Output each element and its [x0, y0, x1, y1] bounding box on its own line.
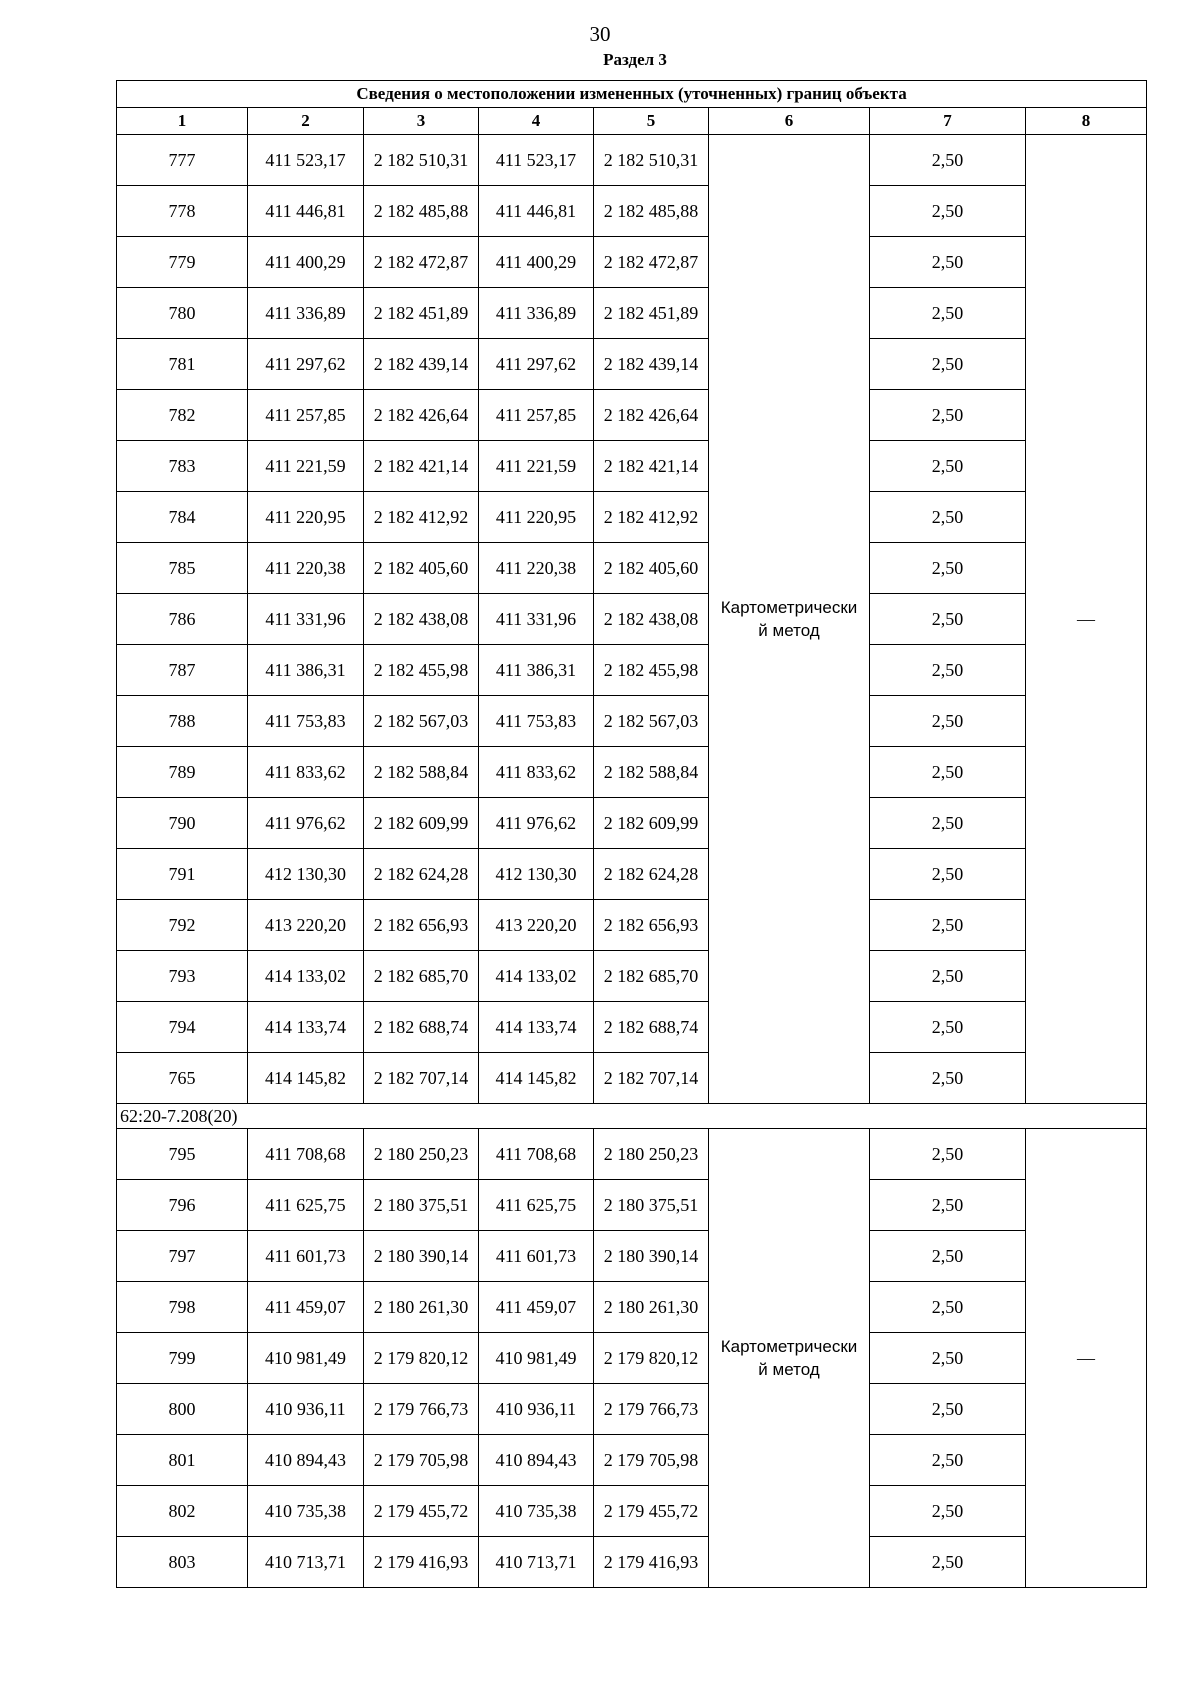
- column-header-6: 6: [709, 108, 870, 135]
- table-row: [117, 1180, 1147, 1231]
- accuracy-cell: 2,50: [870, 1180, 1026, 1231]
- column-header-4: 4: [479, 108, 594, 135]
- point-number-cell: 791: [117, 849, 248, 900]
- point-number-cell: 797: [117, 1231, 248, 1282]
- y-existing-cell: 2 182 439,14: [364, 339, 479, 390]
- y-new-cell: 2 182 439,14: [594, 339, 709, 390]
- x-new-cell: 411 386,31: [479, 645, 594, 696]
- note-cell: —: [1026, 135, 1147, 1104]
- y-new-cell: 2 182 656,93: [594, 900, 709, 951]
- x-new-cell: 411 257,85: [479, 390, 594, 441]
- x-existing-cell: 410 713,71: [248, 1537, 364, 1588]
- table-row: [117, 798, 1147, 849]
- table-row: [117, 849, 1147, 900]
- table-row: [117, 1231, 1147, 1282]
- point-number-cell: 782: [117, 390, 248, 441]
- y-existing-cell: 2 179 766,73: [364, 1384, 479, 1435]
- y-existing-cell: 2 182 685,70: [364, 951, 479, 1002]
- y-new-cell: 2 182 421,14: [594, 441, 709, 492]
- table-row: [117, 747, 1147, 798]
- point-number-cell: 785: [117, 543, 248, 594]
- y-existing-cell: 2 182 588,84: [364, 747, 479, 798]
- table-row: [117, 339, 1147, 390]
- table-row: [117, 1053, 1147, 1104]
- point-number-cell: 790: [117, 798, 248, 849]
- accuracy-cell: 2,50: [870, 1333, 1026, 1384]
- table-title: Сведения о местоположении измененных (уточненных) границ объекта: [117, 81, 1147, 108]
- table-row: [117, 543, 1147, 594]
- x-existing-cell: 410 936,11: [248, 1384, 364, 1435]
- column-header-2: 2: [248, 108, 364, 135]
- y-existing-cell: 2 180 250,23: [364, 1129, 479, 1180]
- column-header-5: 5: [594, 108, 709, 135]
- accuracy-cell: 2,50: [870, 1384, 1026, 1435]
- table-row: [117, 441, 1147, 492]
- x-new-cell: 411 220,38: [479, 543, 594, 594]
- point-number-cell: 786: [117, 594, 248, 645]
- x-new-cell: 411 976,62: [479, 798, 594, 849]
- table-row: [117, 1486, 1147, 1537]
- point-number-cell: 792: [117, 900, 248, 951]
- y-existing-cell: 2 182 656,93: [364, 900, 479, 951]
- x-existing-cell: 411 625,75: [248, 1180, 364, 1231]
- table-row: [117, 900, 1147, 951]
- x-new-cell: 410 894,43: [479, 1435, 594, 1486]
- point-number-cell: 783: [117, 441, 248, 492]
- table-row: [117, 951, 1147, 1002]
- point-number-cell: 788: [117, 696, 248, 747]
- x-existing-cell: 411 976,62: [248, 798, 364, 849]
- point-number-cell: 789: [117, 747, 248, 798]
- group-label: 62:20-7.208(20): [117, 1104, 1147, 1129]
- y-new-cell: 2 179 416,93: [594, 1537, 709, 1588]
- point-number-cell: 781: [117, 339, 248, 390]
- y-new-cell: 2 182 485,88: [594, 186, 709, 237]
- x-new-cell: 411 625,75: [479, 1180, 594, 1231]
- x-new-cell: 411 331,96: [479, 594, 594, 645]
- x-existing-cell: 412 130,30: [248, 849, 364, 900]
- point-number-cell: 793: [117, 951, 248, 1002]
- y-new-cell: 2 180 375,51: [594, 1180, 709, 1231]
- x-existing-cell: 410 735,38: [248, 1486, 364, 1537]
- y-new-cell: 2 179 766,73: [594, 1384, 709, 1435]
- y-existing-cell: 2 182 412,92: [364, 492, 479, 543]
- y-new-cell: 2 182 688,74: [594, 1002, 709, 1053]
- y-existing-cell: 2 179 416,93: [364, 1537, 479, 1588]
- y-existing-cell: 2 182 455,98: [364, 645, 479, 696]
- x-existing-cell: 411 297,62: [248, 339, 364, 390]
- x-existing-cell: 411 601,73: [248, 1231, 364, 1282]
- table-body: [117, 81, 1147, 1588]
- y-existing-cell: 2 182 405,60: [364, 543, 479, 594]
- table-row: [117, 594, 1147, 645]
- y-existing-cell: 2 182 485,88: [364, 186, 479, 237]
- y-existing-cell: 2 182 624,28: [364, 849, 479, 900]
- x-new-cell: 413 220,20: [479, 900, 594, 951]
- x-new-cell: 411 753,83: [479, 696, 594, 747]
- x-existing-cell: 414 133,02: [248, 951, 364, 1002]
- table-row: [117, 237, 1147, 288]
- point-number-cell: 798: [117, 1282, 248, 1333]
- y-new-cell: 2 182 472,87: [594, 237, 709, 288]
- x-existing-cell: 413 220,20: [248, 900, 364, 951]
- x-new-cell: 414 133,74: [479, 1002, 594, 1053]
- y-existing-cell: 2 182 510,31: [364, 135, 479, 186]
- accuracy-cell: 2,50: [870, 441, 1026, 492]
- table-row: [117, 288, 1147, 339]
- note-cell: —: [1026, 1129, 1147, 1588]
- x-new-cell: 412 130,30: [479, 849, 594, 900]
- x-existing-cell: 411 708,68: [248, 1129, 364, 1180]
- table-row: [117, 1002, 1147, 1053]
- y-new-cell: 2 179 455,72: [594, 1486, 709, 1537]
- x-new-cell: 414 133,02: [479, 951, 594, 1002]
- table-row: [117, 696, 1147, 747]
- y-new-cell: 2 182 707,14: [594, 1053, 709, 1104]
- accuracy-cell: 2,50: [870, 186, 1026, 237]
- column-header-7: 7: [870, 108, 1026, 135]
- accuracy-cell: 2,50: [870, 1486, 1026, 1537]
- y-existing-cell: 2 182 567,03: [364, 696, 479, 747]
- y-existing-cell: 2 179 820,12: [364, 1333, 479, 1384]
- point-number-cell: 801: [117, 1435, 248, 1486]
- x-existing-cell: 411 386,31: [248, 645, 364, 696]
- y-existing-cell: 2 182 472,87: [364, 237, 479, 288]
- accuracy-cell: 2,50: [870, 135, 1026, 186]
- method-text-line-1: Картометрически: [720, 1337, 858, 1356]
- y-new-cell: 2 182 685,70: [594, 951, 709, 1002]
- x-existing-cell: 411 331,96: [248, 594, 364, 645]
- y-existing-cell: 2 180 261,30: [364, 1282, 479, 1333]
- point-number-cell: 800: [117, 1384, 248, 1435]
- x-new-cell: 411 523,17: [479, 135, 594, 186]
- y-new-cell: 2 182 455,98: [594, 645, 709, 696]
- x-new-cell: 411 297,62: [479, 339, 594, 390]
- x-new-cell: 411 336,89: [479, 288, 594, 339]
- x-existing-cell: 414 145,82: [248, 1053, 364, 1104]
- y-new-cell: 2 182 588,84: [594, 747, 709, 798]
- y-new-cell: 2 182 438,08: [594, 594, 709, 645]
- y-new-cell: 2 180 390,14: [594, 1231, 709, 1282]
- table-row: [117, 645, 1147, 696]
- x-existing-cell: 411 459,07: [248, 1282, 364, 1333]
- accuracy-cell: 2,50: [870, 900, 1026, 951]
- point-number-cell: 777: [117, 135, 248, 186]
- x-existing-cell: 411 220,38: [248, 543, 364, 594]
- y-existing-cell: 2 179 705,98: [364, 1435, 479, 1486]
- table-row: [117, 1537, 1147, 1588]
- determination-method-cell: [709, 1129, 870, 1588]
- column-header-8: 8: [1026, 108, 1147, 135]
- y-existing-cell: 2 182 688,74: [364, 1002, 479, 1053]
- x-existing-cell: 411 220,95: [248, 492, 364, 543]
- x-new-cell: 411 833,62: [479, 747, 594, 798]
- x-new-cell: 411 220,95: [479, 492, 594, 543]
- accuracy-cell: 2,50: [870, 1231, 1026, 1282]
- accuracy-cell: 2,50: [870, 390, 1026, 441]
- section-title: Раздел 3: [603, 50, 667, 69]
- group-label-row: [117, 1104, 1147, 1129]
- x-new-cell: 410 735,38: [479, 1486, 594, 1537]
- x-existing-cell: 411 753,83: [248, 696, 364, 747]
- table-row: [117, 1333, 1147, 1384]
- x-new-cell: 410 981,49: [479, 1333, 594, 1384]
- y-existing-cell: 2 180 390,14: [364, 1231, 479, 1282]
- y-new-cell: 2 182 426,64: [594, 390, 709, 441]
- x-new-cell: 411 221,59: [479, 441, 594, 492]
- y-new-cell: 2 182 451,89: [594, 288, 709, 339]
- table-title-row: [117, 81, 1147, 108]
- x-new-cell: 410 936,11: [479, 1384, 594, 1435]
- page-number: 30: [589, 22, 611, 46]
- y-new-cell: 2 182 567,03: [594, 696, 709, 747]
- x-new-cell: 411 446,81: [479, 186, 594, 237]
- point-number-cell: 779: [117, 237, 248, 288]
- accuracy-cell: 2,50: [870, 696, 1026, 747]
- y-new-cell: 2 180 250,23: [594, 1129, 709, 1180]
- x-existing-cell: 411 400,29: [248, 237, 364, 288]
- accuracy-cell: 2,50: [870, 492, 1026, 543]
- point-number-cell: 780: [117, 288, 248, 339]
- y-new-cell: 2 182 624,28: [594, 849, 709, 900]
- y-existing-cell: 2 179 455,72: [364, 1486, 479, 1537]
- accuracy-cell: 2,50: [870, 594, 1026, 645]
- point-number-cell: 802: [117, 1486, 248, 1537]
- y-new-cell: 2 182 609,99: [594, 798, 709, 849]
- point-number-cell: 778: [117, 186, 248, 237]
- table-row: [117, 135, 1147, 186]
- accuracy-cell: 2,50: [870, 747, 1026, 798]
- accuracy-cell: 2,50: [870, 288, 1026, 339]
- x-new-cell: 411 708,68: [479, 1129, 594, 1180]
- accuracy-cell: 2,50: [870, 1435, 1026, 1486]
- column-header-1: 1: [117, 108, 248, 135]
- y-new-cell: 2 182 412,92: [594, 492, 709, 543]
- point-number-cell: 795: [117, 1129, 248, 1180]
- accuracy-cell: 2,50: [870, 1282, 1026, 1333]
- boundary-coordinates-table: [116, 80, 1147, 1588]
- y-existing-cell: 2 182 438,08: [364, 594, 479, 645]
- x-new-cell: 410 713,71: [479, 1537, 594, 1588]
- table-row: [117, 186, 1147, 237]
- table-row: [117, 1435, 1147, 1486]
- accuracy-cell: 2,50: [870, 1002, 1026, 1053]
- table-row: [117, 492, 1147, 543]
- point-number-cell: 787: [117, 645, 248, 696]
- point-number-cell: 784: [117, 492, 248, 543]
- method-text-line-1: Картометрически: [720, 598, 858, 617]
- point-number-cell: 803: [117, 1537, 248, 1588]
- y-existing-cell: 2 182 421,14: [364, 441, 479, 492]
- point-number-cell: 765: [117, 1053, 248, 1104]
- x-existing-cell: 410 894,43: [248, 1435, 364, 1486]
- x-existing-cell: 411 523,17: [248, 135, 364, 186]
- accuracy-cell: 2,50: [870, 1537, 1026, 1588]
- x-existing-cell: 414 133,74: [248, 1002, 364, 1053]
- table-row: [117, 1384, 1147, 1435]
- method-text-line-2: й метод: [758, 1360, 820, 1379]
- accuracy-cell: 2,50: [870, 645, 1026, 696]
- point-number-cell: 799: [117, 1333, 248, 1384]
- y-existing-cell: 2 180 375,51: [364, 1180, 479, 1231]
- y-existing-cell: 2 182 451,89: [364, 288, 479, 339]
- x-existing-cell: 411 221,59: [248, 441, 364, 492]
- accuracy-cell: 2,50: [870, 339, 1026, 390]
- x-existing-cell: 411 336,89: [248, 288, 364, 339]
- accuracy-cell: 2,50: [870, 951, 1026, 1002]
- y-existing-cell: 2 182 609,99: [364, 798, 479, 849]
- column-header-row: [117, 108, 1147, 135]
- accuracy-cell: 2,50: [870, 237, 1026, 288]
- y-new-cell: 2 180 261,30: [594, 1282, 709, 1333]
- method-text-line-2: й метод: [758, 621, 820, 640]
- accuracy-cell: 2,50: [870, 798, 1026, 849]
- table-row: [117, 1129, 1147, 1180]
- x-new-cell: 411 601,73: [479, 1231, 594, 1282]
- table-row: [117, 1282, 1147, 1333]
- accuracy-cell: 2,50: [870, 849, 1026, 900]
- x-existing-cell: 411 446,81: [248, 186, 364, 237]
- accuracy-cell: 2,50: [870, 1129, 1026, 1180]
- point-number-cell: 796: [117, 1180, 248, 1231]
- x-existing-cell: 410 981,49: [248, 1333, 364, 1384]
- x-new-cell: 414 145,82: [479, 1053, 594, 1104]
- x-existing-cell: 411 257,85: [248, 390, 364, 441]
- y-new-cell: 2 179 820,12: [594, 1333, 709, 1384]
- point-number-cell: 794: [117, 1002, 248, 1053]
- table-row: [117, 390, 1147, 441]
- y-existing-cell: 2 182 426,64: [364, 390, 479, 441]
- determination-method-cell: [709, 135, 870, 1104]
- accuracy-cell: 2,50: [870, 543, 1026, 594]
- accuracy-cell: 2,50: [870, 1053, 1026, 1104]
- x-new-cell: 411 400,29: [479, 237, 594, 288]
- x-existing-cell: 411 833,62: [248, 747, 364, 798]
- y-existing-cell: 2 182 707,14: [364, 1053, 479, 1104]
- y-new-cell: 2 182 405,60: [594, 543, 709, 594]
- y-new-cell: 2 182 510,31: [594, 135, 709, 186]
- x-new-cell: 411 459,07: [479, 1282, 594, 1333]
- y-new-cell: 2 179 705,98: [594, 1435, 709, 1486]
- column-header-3: 3: [364, 108, 479, 135]
